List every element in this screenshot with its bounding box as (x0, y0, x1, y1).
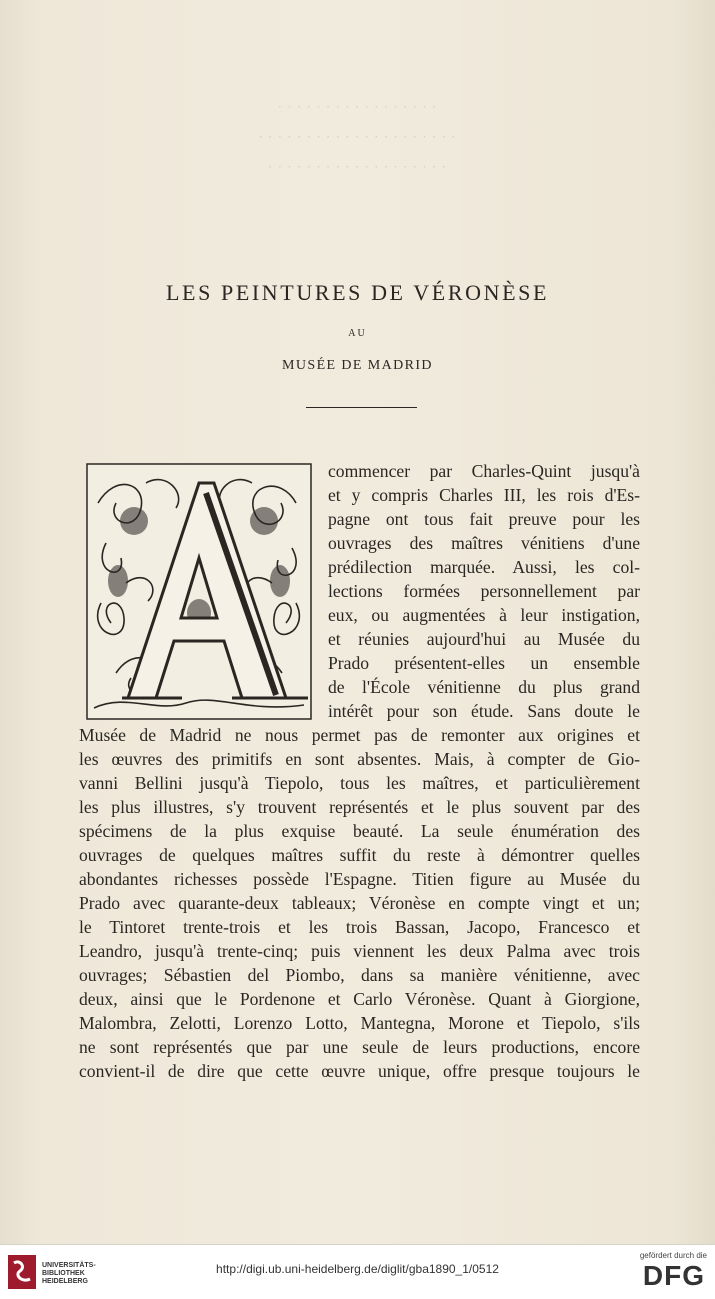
text-line: ouvrages de quelques maîtres suffit du reste à démontrer quelles (79, 845, 640, 865)
text-line: spécimens de la plus exquise beauté. La seule énumération des (79, 821, 640, 841)
article-title: LES PEINTURES DE VÉRONÈSE (166, 280, 549, 305)
text-line: prédilection marquée. Aussi, les col- (328, 557, 640, 577)
text-line: pagne ont tous fait preuve pour les (328, 509, 640, 529)
funding-caption: gefördert durch die (639, 1251, 707, 1260)
text-line: Malombra, Zelotti, Lorenzo Lotto, Mantegna, Morone et Tiepolo, s'ils (79, 1013, 640, 1033)
text-line: les œuvres des primitifs en sont absentes. Mais, à compter de Gio- (79, 749, 640, 769)
text-line: de l'École vénitienne du plus grand (328, 677, 640, 697)
text-line: convient-il de dire que cette œuvre unique, offre presque toujours le (79, 1061, 640, 1081)
text-line: Leandro, jusqu'à trente-cinq; puis viennent les deux Palma avec trois (79, 941, 640, 961)
library-name: UNIVERSITÄTS- BIBLIOTHEK HEIDELBERG (42, 1262, 96, 1285)
dfg-logo: DFG (642, 1260, 705, 1291)
text-line: commencer par Charles-Quint jusqu'à (328, 461, 640, 481)
text-line: le Tintoret trente-trois et les trois Bassan, Jacopo, Francesco et (79, 917, 640, 937)
subtitle-museum: MUSÉE DE MADRID (282, 358, 433, 373)
viewer-footer (0, 1244, 715, 1299)
text-line: lections formées personnellement par (328, 581, 640, 601)
text-line: ouvrages; Sébastien del Piombo, dans sa manière vénitienne, avec (79, 965, 640, 985)
bleed-through-artifact: · · · · · · · · · · · · · · · · · · · · · (258, 130, 457, 144)
text-line: Prado présentent-elles un ensemble (328, 653, 640, 673)
text-line: abondantes richesses possède l'Espagne. Titien figure au Musée du (79, 869, 640, 889)
text-line: et y compris Charles III, les rois d'Es- (328, 485, 640, 505)
text-line: ne sont représentés que par une seule de leurs productions, encore (79, 1037, 640, 1057)
text-line: Prado avec quarante-deux tableaux; Véronèse en compte vingt et un; (79, 893, 640, 913)
bleed-through-artifact: · · · · · · · · · · · · · · · · · (278, 100, 437, 114)
text-line: eux, ou augmentées à leur instigation, (328, 605, 640, 625)
text-line: vanni Bellini jusqu'à Tiepolo, tous les maîtres, et particulièrement (79, 773, 640, 793)
text-line: et réunies aujourd'hui au Musée du (328, 629, 640, 649)
permalink-url[interactable]: http://digi.ub.uni-heidelberg.de/diglit/gba1890_1/0512 (216, 1262, 499, 1276)
text-line: ouvrages des maîtres vénitiens d'une (328, 533, 640, 553)
text-line: deux, ainsi que le Pordenone et Carlo Véronèse. Quant à Giorgione, (79, 989, 640, 1009)
text-line: les plus illustres, s'y trouvent représentés et le plus souvent par des (79, 797, 640, 817)
bleed-through-artifact: · · · · · · · · · · · · · · · · · · · (268, 160, 447, 174)
subtitle-connector: AU (348, 328, 367, 339)
text-line: Musée de Madrid ne nous permet pas de remonter aux origines et (79, 725, 640, 745)
text-line: intérêt pour son étude. Sans doute le (328, 701, 640, 721)
